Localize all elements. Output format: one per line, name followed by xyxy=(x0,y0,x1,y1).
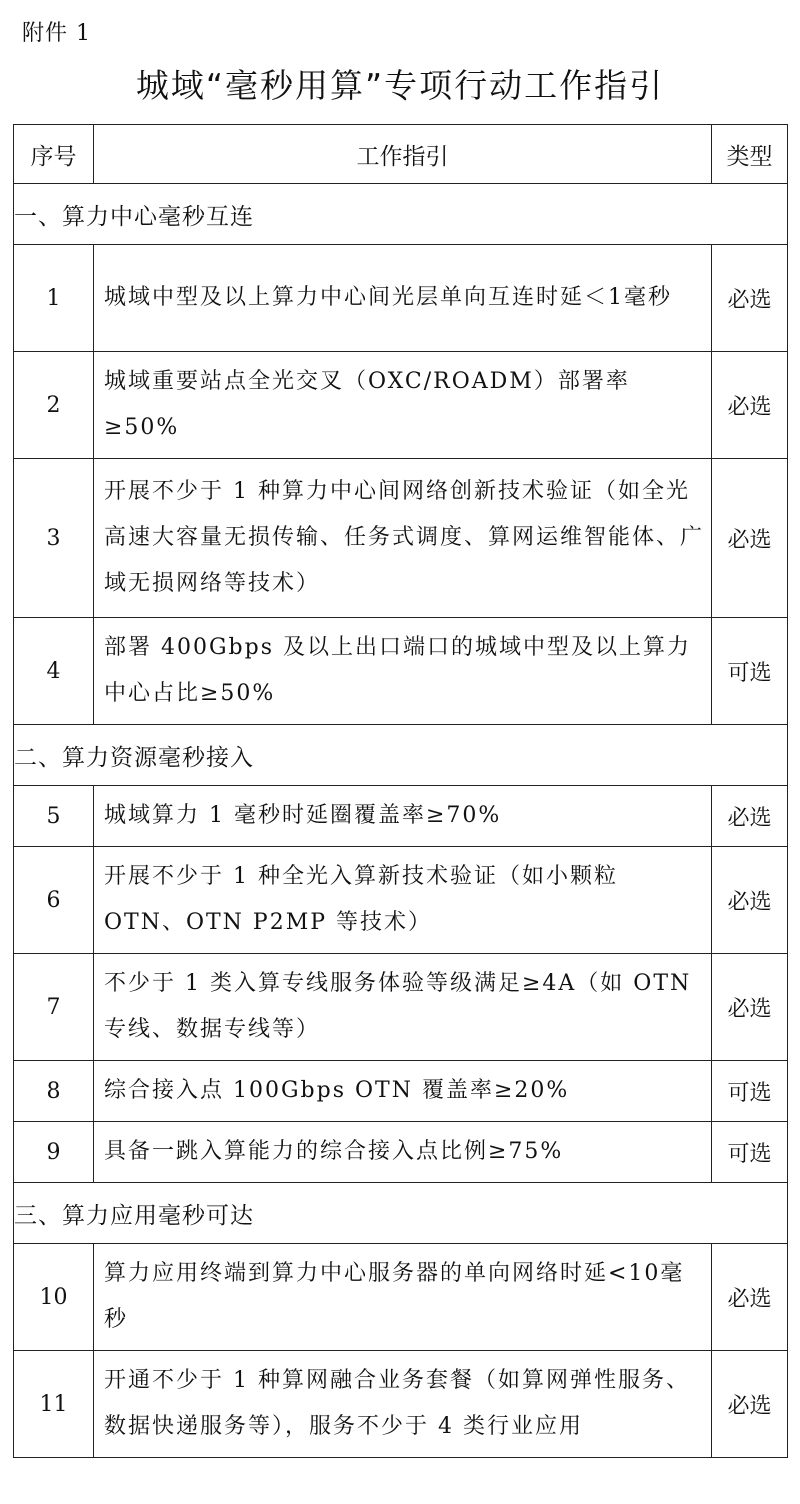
table-row xyxy=(14,1122,788,1183)
row-type: 可选 xyxy=(712,1061,788,1122)
section-heading: 二、算力资源毫秒接入 xyxy=(14,725,788,786)
row-guide: 城域中型及以上算力中心间光层单向互连时延＜1毫秒 xyxy=(94,245,712,352)
row-number: 11 xyxy=(14,1351,94,1458)
table-row xyxy=(14,245,788,352)
row-number: 3 xyxy=(14,459,94,618)
row-guide: 开展不少于 1 种全光入算新技术验证（如小颗粒 OTN、OTN P2MP 等技术） xyxy=(94,847,712,954)
row-guide: 算力应用终端到算力中心服务器的单向网络时延<10毫秒 xyxy=(94,1244,712,1351)
table-row xyxy=(14,352,788,459)
row-type: 必选 xyxy=(712,786,788,847)
table-row xyxy=(14,1351,788,1458)
row-type: 必选 xyxy=(712,245,788,352)
header-type: 类型 xyxy=(712,125,788,184)
table-row xyxy=(14,847,788,954)
row-number: 7 xyxy=(14,954,94,1061)
section-row xyxy=(14,1183,788,1244)
table-row xyxy=(14,618,788,725)
row-guide: 开展不少于 1 种算力中心间网络创新技术验证（如全光高速大容量无损传输、任务式调度、算网运维智能体、广域无损网络等技术） xyxy=(94,459,712,618)
row-type: 必选 xyxy=(712,459,788,618)
section-heading: 一、算力中心毫秒互连 xyxy=(14,184,788,245)
row-number: 10 xyxy=(14,1244,94,1351)
row-guide: 综合接入点 100Gbps OTN 覆盖率≥20% xyxy=(94,1061,712,1122)
row-number: 2 xyxy=(14,352,94,459)
row-guide: 城域重要站点全光交叉（OXC/ROADM）部署率≥50% xyxy=(94,352,712,459)
header-no: 序号 xyxy=(14,125,94,184)
row-type: 必选 xyxy=(712,352,788,459)
row-number: 5 xyxy=(14,786,94,847)
table-row xyxy=(14,1244,788,1351)
row-type: 必选 xyxy=(712,847,788,954)
row-type: 必选 xyxy=(712,1351,788,1458)
document-title: 城域“毫秒用算”专项行动工作指引 xyxy=(135,66,665,105)
row-number: 4 xyxy=(14,618,94,725)
row-number: 8 xyxy=(14,1061,94,1122)
guide-table xyxy=(13,124,788,1458)
table-row xyxy=(14,459,788,618)
row-guide: 城域算力 1 毫秒时延圈覆盖率≥70% xyxy=(94,786,712,847)
header-guide: 工作指引 xyxy=(94,125,712,184)
table-header-row xyxy=(14,125,788,184)
row-type: 必选 xyxy=(712,1244,788,1351)
row-guide: 部署 400Gbps 及以上出口端口的城域中型及以上算力中心占比≥50% xyxy=(94,618,712,725)
row-guide: 不少于 1 类入算专线服务体验等级满足≥4A（如 OTN 专线、数据专线等） xyxy=(94,954,712,1061)
row-guide: 开通不少于 1 种算网融合业务套餐（如算网弹性服务、数据快递服务等），服务不少于 4 类行业应用 xyxy=(94,1351,712,1458)
row-number: 1 xyxy=(14,245,94,352)
attachment-label: 附件 1 xyxy=(22,21,91,46)
table-row xyxy=(14,1061,788,1122)
section-heading: 三、算力应用毫秒可达 xyxy=(14,1183,788,1244)
row-type: 必选 xyxy=(712,954,788,1061)
row-type: 可选 xyxy=(712,618,788,725)
table-row xyxy=(14,786,788,847)
row-number: 9 xyxy=(14,1122,94,1183)
section-row xyxy=(14,184,788,245)
row-number: 6 xyxy=(14,847,94,954)
row-guide: 具备一跳入算能力的综合接入点比例≥75% xyxy=(94,1122,712,1183)
table-row xyxy=(14,954,788,1061)
row-type: 可选 xyxy=(712,1122,788,1183)
section-row xyxy=(14,725,788,786)
